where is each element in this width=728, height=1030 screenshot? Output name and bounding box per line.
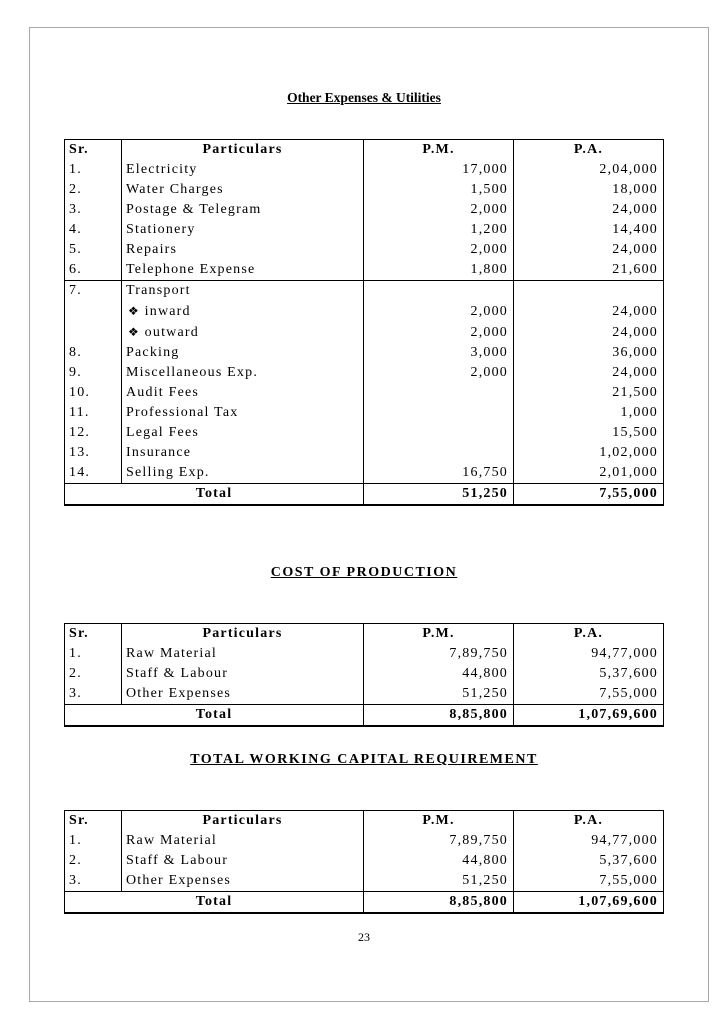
cell-particulars: Telephone Expense (122, 260, 364, 281)
cell-sr: 10. (65, 383, 122, 403)
total-pm: 8,85,800 (364, 705, 514, 727)
table-row (65, 180, 664, 200)
cell-pa: 18,000 (514, 180, 664, 200)
total-pm: 51,250 (364, 484, 514, 506)
header-sr: Sr. (65, 140, 122, 161)
cell-particulars: Postage & Telegram (122, 200, 364, 220)
table-row (65, 343, 664, 363)
total-label: Total (65, 484, 364, 506)
table-row (65, 644, 664, 664)
cell-sr: 12. (65, 423, 122, 443)
cell-sr: 2. (65, 851, 122, 871)
section-title-working-capital: TOTAL WORKING CAPITAL REQUIREMENT (190, 752, 538, 767)
header-sr: Sr. (65, 624, 122, 645)
table-header-row (65, 624, 664, 645)
table-row-transport-outward (65, 322, 664, 343)
cell-sr: 3. (65, 200, 122, 220)
cell-pm: 44,800 (364, 664, 514, 684)
header-pa: P.A. (514, 811, 664, 832)
cell-particulars: Water Charges (122, 180, 364, 200)
other-expenses-table (64, 139, 664, 506)
cell-sr: 9. (65, 363, 122, 383)
cell-pa (514, 281, 664, 302)
cell-pa: 24,000 (514, 301, 664, 322)
cell-pm: 2,000 (364, 200, 514, 220)
table-row (65, 240, 664, 260)
table-row (65, 383, 664, 403)
table-row (65, 220, 664, 240)
cell-particulars: Audit Fees (122, 383, 364, 403)
cell-sr (65, 322, 122, 343)
cell-pa: 5,37,600 (514, 851, 664, 871)
header-particulars: Particulars (122, 811, 364, 832)
cell-pa: 24,000 (514, 363, 664, 383)
cell-pm (364, 443, 514, 463)
cell-sr: 5. (65, 240, 122, 260)
inward-label: inward (144, 304, 191, 319)
total-pa: 1,07,69,600 (514, 892, 664, 914)
cell-pm: 2,000 (364, 301, 514, 322)
table-total-row (65, 705, 664, 727)
cell-pa: 21,600 (514, 260, 664, 281)
working-capital-table (64, 810, 664, 914)
table-row (65, 664, 664, 684)
cell-pa: 1,02,000 (514, 443, 664, 463)
table-row (65, 423, 664, 443)
cell-particulars: Other Expenses (122, 684, 364, 705)
cell-particulars: Raw Material (122, 831, 364, 851)
header-pm: P.M. (364, 140, 514, 161)
cell-particulars: Staff & Labour (122, 851, 364, 871)
table-row (65, 200, 664, 220)
table-row-transport-inward (65, 301, 664, 322)
cell-particulars: Professional Tax (122, 403, 364, 423)
cell-pm: 17,000 (364, 160, 514, 180)
table-row (65, 871, 664, 892)
total-label: Total (65, 892, 364, 914)
table-row (65, 463, 664, 484)
cell-pa: 24,000 (514, 240, 664, 260)
cell-particulars: Electricity (122, 160, 364, 180)
cell-pa: 14,400 (514, 220, 664, 240)
cell-pa: 24,000 (514, 200, 664, 220)
cell-pm (364, 281, 514, 302)
header-pa: P.A. (514, 624, 664, 645)
cell-pa: 5,37,600 (514, 664, 664, 684)
section-title-other-expenses: Other Expenses & Utilities (287, 90, 441, 105)
cell-particulars (122, 322, 364, 343)
table-row (65, 684, 664, 705)
cost-of-production-table (64, 623, 664, 727)
total-label: Total (65, 705, 364, 727)
cell-pa: 7,55,000 (514, 871, 664, 892)
cell-pa: 21,500 (514, 383, 664, 403)
header-particulars: Particulars (122, 624, 364, 645)
cell-pm (364, 423, 514, 443)
table-row (65, 363, 664, 383)
cell-sr (65, 301, 122, 322)
table-row-transport (65, 281, 664, 302)
cell-pm: 7,89,750 (364, 831, 514, 851)
table-row (65, 260, 664, 281)
cell-sr: 4. (65, 220, 122, 240)
total-pa: 1,07,69,600 (514, 705, 664, 727)
table-row (65, 831, 664, 851)
cell-sr: 1. (65, 831, 122, 851)
cell-sr: 2. (65, 180, 122, 200)
table-total-row (65, 484, 664, 506)
cell-pm: 3,000 (364, 343, 514, 363)
cell-sr: 11. (65, 403, 122, 423)
cell-pm: 44,800 (364, 851, 514, 871)
cell-pm: 2,000 (364, 240, 514, 260)
header-pm: P.M. (364, 624, 514, 645)
cell-sr: 1. (65, 160, 122, 180)
cell-pa: 1,000 (514, 403, 664, 423)
table-header-row (65, 811, 664, 832)
table-row (65, 851, 664, 871)
table-total-row (65, 892, 664, 914)
cell-particulars: Stationery (122, 220, 364, 240)
cell-pa: 94,77,000 (514, 831, 664, 851)
cell-pm: 16,750 (364, 463, 514, 484)
cell-pm: 51,250 (364, 684, 514, 705)
cell-pm: 1,800 (364, 260, 514, 281)
table-row (65, 443, 664, 463)
cell-particulars: Other Expenses (122, 871, 364, 892)
cell-particulars (122, 301, 364, 322)
cell-pm (364, 383, 514, 403)
cell-pm: 51,250 (364, 871, 514, 892)
diamond-bullet-icon: ❖ (128, 325, 140, 339)
cell-sr: 2. (65, 664, 122, 684)
cell-pa: 36,000 (514, 343, 664, 363)
cell-particulars: Packing (122, 343, 364, 363)
cell-pm: 1,500 (364, 180, 514, 200)
section-title-cost-of-production: COST OF PRODUCTION (270, 565, 458, 580)
cell-pa: 2,01,000 (514, 463, 664, 484)
cell-particulars: Legal Fees (122, 423, 364, 443)
cell-particulars: Staff & Labour (122, 664, 364, 684)
cell-pa: 2,04,000 (514, 160, 664, 180)
table-row (65, 160, 664, 180)
cell-pm: 2,000 (364, 363, 514, 383)
cell-pa: 7,55,000 (514, 684, 664, 705)
cell-particulars: Miscellaneous Exp. (122, 363, 364, 383)
total-pm: 8,85,800 (364, 892, 514, 914)
total-pa: 7,55,000 (514, 484, 664, 506)
header-pa: P.A. (514, 140, 664, 161)
cell-sr: 6. (65, 260, 122, 281)
cell-sr: 8. (65, 343, 122, 363)
cell-sr: 14. (65, 463, 122, 484)
cell-pa: 94,77,000 (514, 644, 664, 664)
header-sr: Sr. (65, 811, 122, 832)
cell-particulars: Insurance (122, 443, 364, 463)
cell-particulars: Transport (122, 281, 364, 302)
diamond-bullet-icon: ❖ (128, 304, 140, 318)
cell-particulars: Raw Material (122, 644, 364, 664)
cell-pa: 15,500 (514, 423, 664, 443)
header-pm: P.M. (364, 811, 514, 832)
cell-particulars: Repairs (122, 240, 364, 260)
table-header-row (65, 140, 664, 161)
cell-pm: 7,89,750 (364, 644, 514, 664)
cell-sr: 1. (65, 644, 122, 664)
cell-pm (364, 403, 514, 423)
outward-label: outward (144, 325, 199, 340)
header-particulars: Particulars (122, 140, 364, 161)
cell-pm: 2,000 (364, 322, 514, 343)
cell-sr: 3. (65, 684, 122, 705)
cell-pa: 24,000 (514, 322, 664, 343)
cell-sr: 3. (65, 871, 122, 892)
cell-sr: 7. (65, 281, 122, 302)
cell-sr: 13. (65, 443, 122, 463)
page-number: 23 (358, 930, 370, 944)
cell-pm: 1,200 (364, 220, 514, 240)
cell-particulars: Selling Exp. (122, 463, 364, 484)
table-row (65, 403, 664, 423)
